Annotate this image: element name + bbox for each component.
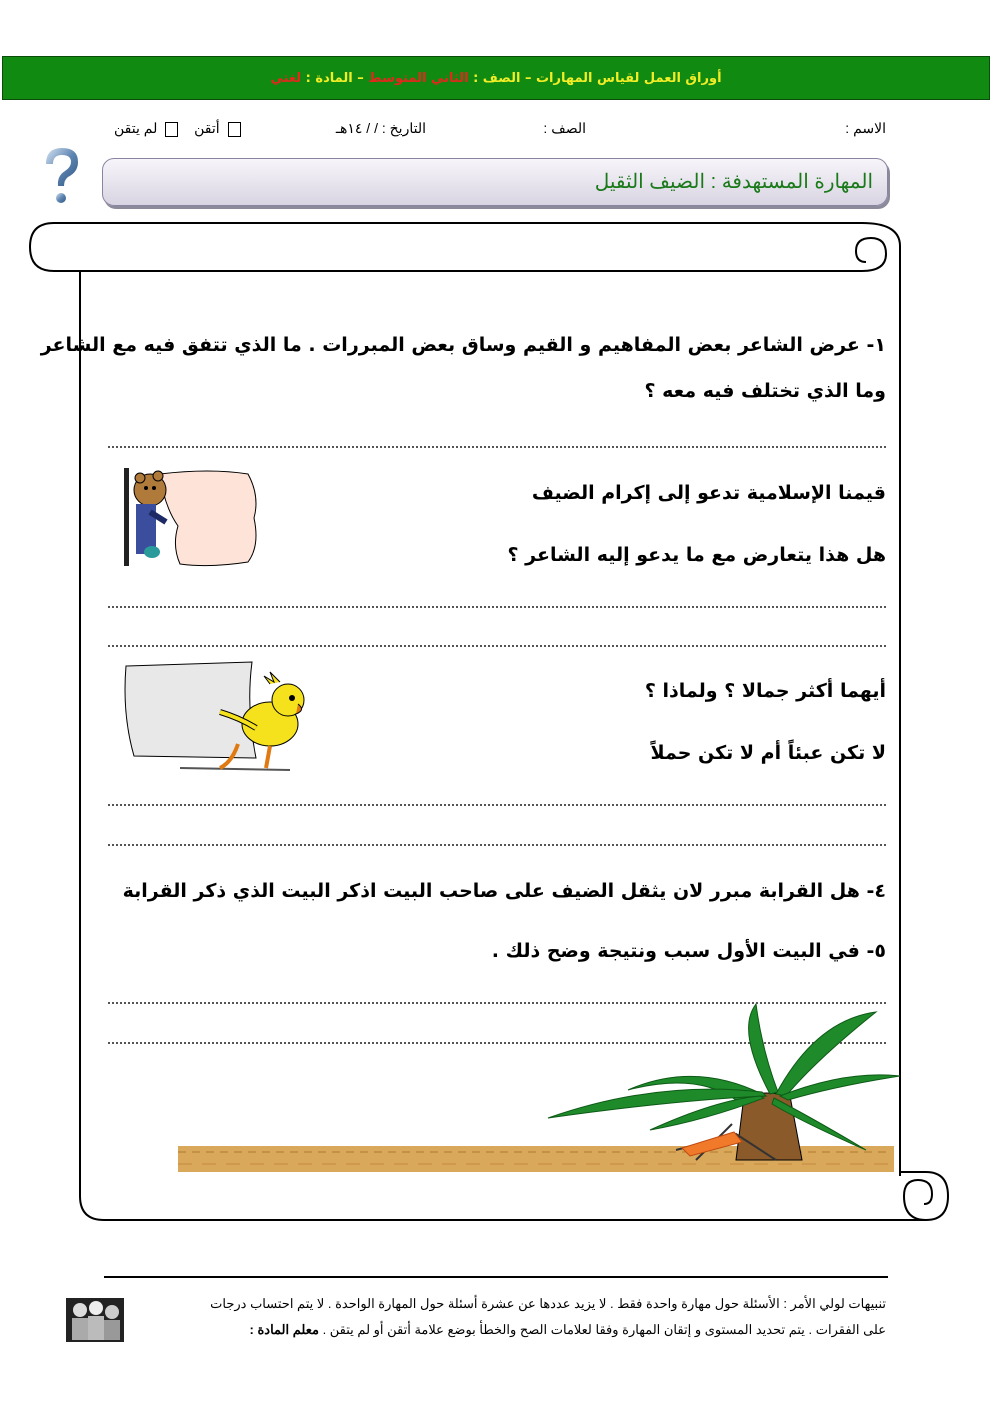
footer-line-2: على الفقرات . يتم تحديد المستوى و إتقان المهارة وفقا لعلامات الصح والخطأ بوضع علامة أتقن أو لم يتقن . معلم المادة : [249,1322,886,1337]
bear-sign-icon [120,466,262,570]
footer-line-1: تنبيهات لولي الأمر : الأسئلة حول مهارة واحدة فقط . لا يزيد عددها عن عشرة أسئلة حول المهارة الواحدة . لا يتم احتساب درجات [210,1296,886,1311]
banner-title: أوراق العمل لقياس المهارات – الصف : الثاني المتوسط – المادة : لغتي [270,71,722,86]
answer-line[interactable] [108,804,886,806]
skill-label: المهارة المستهدفة : [710,171,873,193]
answer-line[interactable] [108,645,886,647]
students-icon [66,1298,124,1342]
not-mastered-label: لم يتقن [114,120,158,136]
palm-beach-icon [176,1000,906,1176]
answer-line[interactable] [108,606,886,608]
answer-line[interactable] [108,446,886,448]
question-4: ٤- هل القرابة مبرر لان يثقل الضيف على صاحب البيت اذكر البيت الذي ذكر القرابة [122,880,886,902]
date-label: التاريخ : / / ١٤هـ [335,120,426,136]
question-3-line-2: لا تكن عبئاً أم لا تكن حملاً [650,742,886,764]
question-3-line-1: أيهما أكثر جمالا ؟ ولماذا ؟ [644,680,886,702]
banner-subject: لغتي [270,71,302,86]
skill-value: الضيف الثقيل [594,171,706,193]
parrot-sign-icon [120,658,310,778]
question-5: ٥- في البيت الأول سبب ونتيجة وضح ذلك . [491,940,886,962]
question-2-line-2: هل هذا يتعارض مع ما يدعو إليه الشاعر ؟ [507,544,886,566]
answer-line[interactable] [108,844,886,846]
footer-divider [104,1276,888,1278]
question-2-line-1: قيمنا الإسلامية تدعو إلى إكرام الضيف [531,482,886,504]
question-1-line-1: ١- عرض الشاعر بعض المفاهيم و القيم وساق بعض المبررات . ما الذي تتفق فيه مع الشاعر [40,334,886,356]
grade-label: الصف : [543,120,586,136]
question-1-line-2: وما الذي تختلف فيه معه ؟ [644,380,886,402]
mastered-label: أتقن [194,120,220,136]
name-label: الاسم : [845,120,886,136]
banner-grade: الثاني المتوسط [368,71,469,86]
teacher-label: معلم المادة : [249,1322,319,1337]
